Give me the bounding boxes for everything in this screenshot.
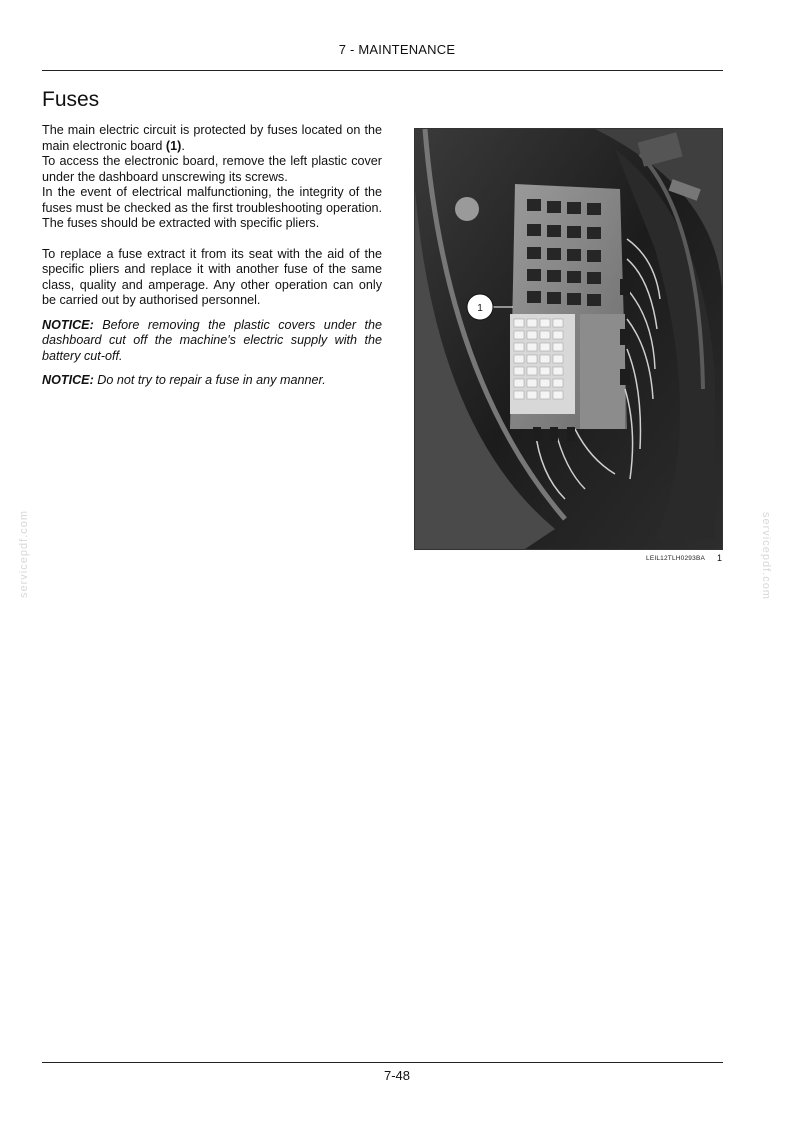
paragraph-replace: To replace a fuse extract it from its seat with the aid of the specific pliers and replace it with another fuse of the same class, quality and amperage. Any other operation can only be carried out by authorised personnel. xyxy=(42,246,382,307)
gauge xyxy=(455,197,479,221)
footer-rule xyxy=(42,1062,723,1063)
spacer xyxy=(42,364,382,373)
notice-battery xyxy=(42,318,382,365)
paragraph-intro xyxy=(42,123,382,154)
notice-text: Before removing the plastic covers under the dashboard cut off the machine's electric supply with the battery cut-off. xyxy=(42,317,382,363)
section-title: Fuses xyxy=(42,88,100,111)
watermark-right: servicepdf.com xyxy=(760,512,772,600)
figure-code: LEIL12TLH0293BA xyxy=(646,555,706,562)
callout-label: 1 xyxy=(477,303,483,314)
chapter-title: 7 - MAINTENANCE xyxy=(338,42,456,57)
paragraph-malfunction: In the event of electrical malfunctioning, the integrity of the fuses must be checked as the first troubleshooting operation. The fuses should be extracted with specific pliers. xyxy=(42,185,382,230)
notice-text: Do not try to repair a fuse in any manner. xyxy=(97,373,326,387)
figure-reference: (1) xyxy=(165,138,182,153)
page-number: 7-48 xyxy=(383,1068,411,1083)
notice-label: NOTICE: xyxy=(42,373,94,387)
paragraph-intro-text: The main electric circuit is protected by fuses located on the main electronic board xyxy=(42,123,382,153)
spacer xyxy=(42,309,382,318)
fuse-board-photo xyxy=(414,128,723,550)
paragraph-access: To access the electronic board, remove the left plastic cover under the dashboard unscrewing its screws. xyxy=(42,154,382,184)
header-rule xyxy=(42,70,723,71)
notice-repair xyxy=(42,373,382,389)
connector-board xyxy=(580,314,625,429)
body-text xyxy=(42,123,382,389)
watermark-left: servicepdf.com xyxy=(18,510,30,598)
paragraph-intro-end: . xyxy=(181,138,185,153)
figure-number: 1 xyxy=(717,553,723,563)
notice-label: NOTICE: xyxy=(42,317,94,332)
fuse-board-illustration xyxy=(415,129,722,549)
spacer xyxy=(42,232,382,247)
